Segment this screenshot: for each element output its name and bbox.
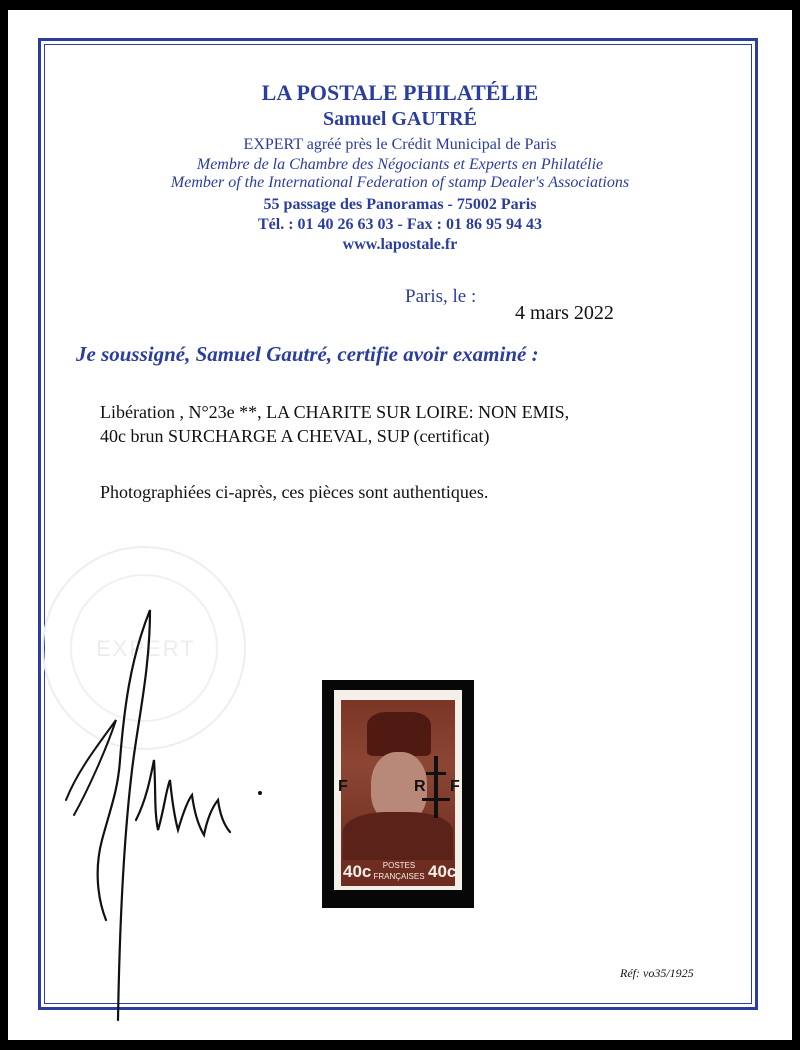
overprint-right: F [450,778,460,795]
authenticity-statement: Photographiées ci-après, ces pièces sont authentiques. [100,482,489,502]
certificate-date: 4 mars 2022 [515,302,614,324]
reference-number: Réf: vo35/1925 [620,966,694,980]
membership-en: Member of the International Federation of stamp Dealer's Associations [170,174,630,191]
expert-accreditation: EXPERT agréé près le Crédit Municipal de Paris [243,136,557,153]
stamp-value-right: 40c [428,862,457,881]
phone-fax: Tél. : 01 40 26 63 03 - Fax : 01 86 95 94 43 [258,216,542,233]
handwritten-signature [58,600,258,1030]
stamp-country [372,860,426,882]
overprint-left: F [338,778,348,795]
lorraine-cross-bar-top [426,772,446,775]
embossed-seal-text: EXPERT [96,636,196,661]
lorraine-cross-bar-bottom [422,798,450,801]
stamp-description-line2: 40c brun SURCHARGE A CHEVAL, SUP (certificat) [100,426,490,446]
stamp-value-left: 40c [343,862,372,881]
lorraine-cross-icon [434,756,438,818]
portrait-kepi [367,712,431,756]
overprint-mid: R [414,778,426,795]
website: www.lapostale.fr [342,236,458,253]
signature-dot [258,791,262,795]
certify-statement: Je soussigné, Samuel Gautré, certifie avoir examiné : [76,342,539,366]
stamp-postes: POSTES [382,861,416,870]
address: 55 passage des Panoramas - 75002 Paris [263,196,537,213]
membership-fr: Membre de la Chambre des Négociants et Experts en Philatélie [196,156,604,173]
company-name: LA POSTALE PHILATÉLIE [261,80,539,105]
portrait-uniform [343,812,453,860]
stamp-description-line1: Libération , N°23e **, LA CHARITE SUR LOIRE: NON EMIS, [100,402,570,422]
expert-name: Samuel GAUTRÉ [323,108,477,130]
stamp-francaises: FRANÇAISES [373,872,425,881]
place-label: Paris, le : [405,286,477,307]
